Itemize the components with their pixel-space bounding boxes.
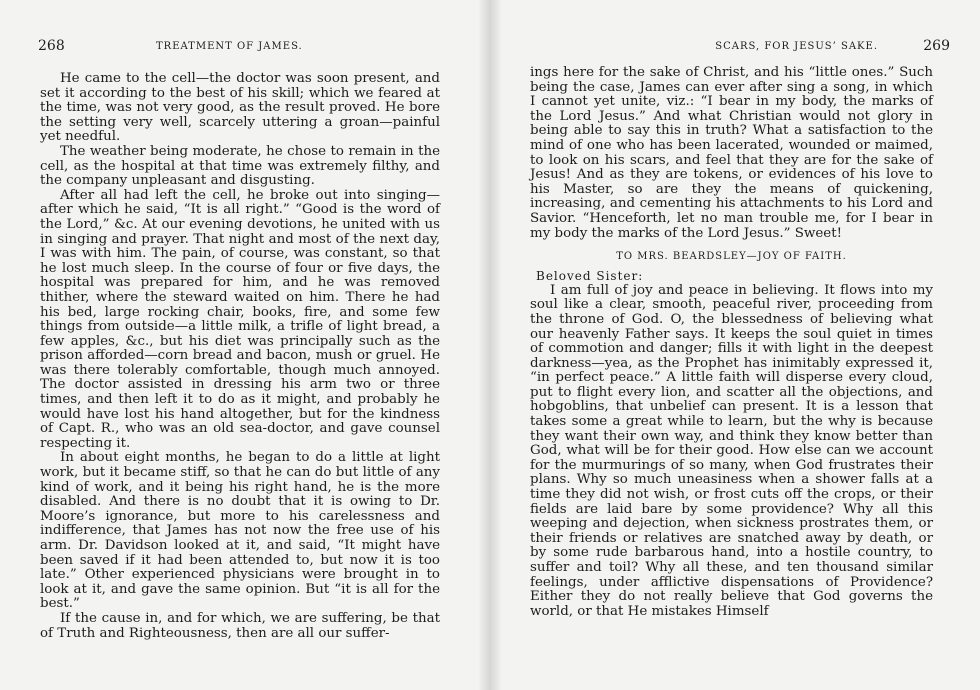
running-head: TREATMENT OF JAMES.	[156, 41, 303, 52]
section-title: TO MRS. BEARDSLEY—JOY OF FAITH.	[616, 251, 847, 263]
left-page-body	[40, 72, 440, 641]
right-page	[490, 0, 980, 690]
running-head: SCARS, FOR JESUS’ SAKE.	[715, 41, 878, 52]
letter-salutation: Beloved Sister:	[536, 269, 644, 284]
paragraph: He came to the cell—the doctor was soon present, and set it according to the best of his skill; which we feared at the time, was not very good, as the result proved. He bore the setting very well, scarcely uttering a groan—painful yet needful.	[40, 71, 440, 145]
paragraph-continued: ings here for the sake of Christ, and his “little ones.” Such being the case, James can ever after sing a song, in which I cannot yet unite, viz.: “I bear in my body, the marks of the Lord Jesus.” And what Christian would not glory in being able to say this in truth? What a satisfaction to the mind of one who has been lacerated, wounded or maimed, to look on his scars, and feel that they are for the sake of Jesus! And as they are tokens, or evidences of his love to his Master, so are they the means of quickening, increasing, and cementing his attachments to his Lord and Savior. “Henceforth, let no man trouble me, for I bear in my body the marks of the Lord Jesus.” Sweet!	[530, 65, 933, 241]
paragraph: If the cause in, and for which, we are suffering, be that of Truth and Righteousness, then are all our suffer-	[40, 610, 440, 641]
page-number: 268	[38, 38, 65, 54]
paragraph: The weather being moderate, he chose to remain in the cell, as the hospital at that time was extremely filthy, and the company unpleasant and disgusting.	[40, 143, 440, 189]
right-page-header	[545, 38, 950, 58]
left-page-header	[38, 38, 448, 58]
right-page-body	[530, 66, 933, 619]
letter-paragraph: I am full of joy and peace in believing. It flows into my soul like a clear, smooth, peaceful river, proceeding from the throne of God. O, the blessedness of believing what our heavenly Father says. It keeps the soul quiet in times of commotion and danger; fills it with light in the deepest darkness—yea, as the Prophet has inimitably expressed it, “in perfect peace.” A little faith will disperse every cloud, put to flight every lion, and scatter all the objections, and hobgoblins, that unbelief can present. It is a lesson that takes some a great while to learn, but the why is because they want their own way, and think they know better than God, what will be for their good. How else can we account for the murmurings of so many, when God frustrates their plans. Why so much uneasiness when a shower falls at a time they did not wish, or frost cuts off the crops, or their fields are laid bare by some providence? Why all this weeping and dejection, when sickness prostrates them, or their friends or relatives are snatched away by death, or by some rude barbarous hand, into a hostile country, to suffer and toil? Why all these, and ten thousand similar feelings, under afflictive dispensations of Providence? Either they do not really believe that God governs the world, or that He mistakes Himself	[530, 282, 933, 619]
paragraph: In about eight months, he began to do a little at light work, but it became stiff, so that he can do but little of any kind of work, and it being his right hand, he is the more disabled. And there is no doubt that it is owing to Dr. Moore’s ignorance, but more to his carelessness and indifference, that James has not now the free use of his arm. Dr. Davidson looked at it, and said, “It might have been saved if it had been attended to, but now it is too late.” Other experienced physicians were brought in to look at it, and gave the same opinion. But “it is all for the best.”	[40, 450, 440, 612]
page-number: 269	[923, 38, 950, 54]
paragraph: After all had left the cell, he broke out into singing—after which he said, “It is all right.” “Good is the word of the Lord,” &c. At our evening devotions, he united with us in singing and prayer. That night and most of the next day, I was with him. The pain, of course, was constant, so that he lost much sleep. In the course of four or five days, the hospital was prepared for him, and he was removed thither, where the steward waited on him. There he had his bed, large rocking chair, books, fire, and some few things from outside—a little milk, a trifle of light bread, a few apples, &c., but his diet was principally such as the prison afforded—corn bread and bacon, mush or gruel. He was there tolerably comfortable, though much annoyed. The doctor assisted in dressing his arm two or three times, and then left it to do as it might, and probably he would have lost his hand altogether, but for the kindness of Capt. R., who was an old sea-doctor, and gave counsel respecting it.	[40, 187, 440, 451]
